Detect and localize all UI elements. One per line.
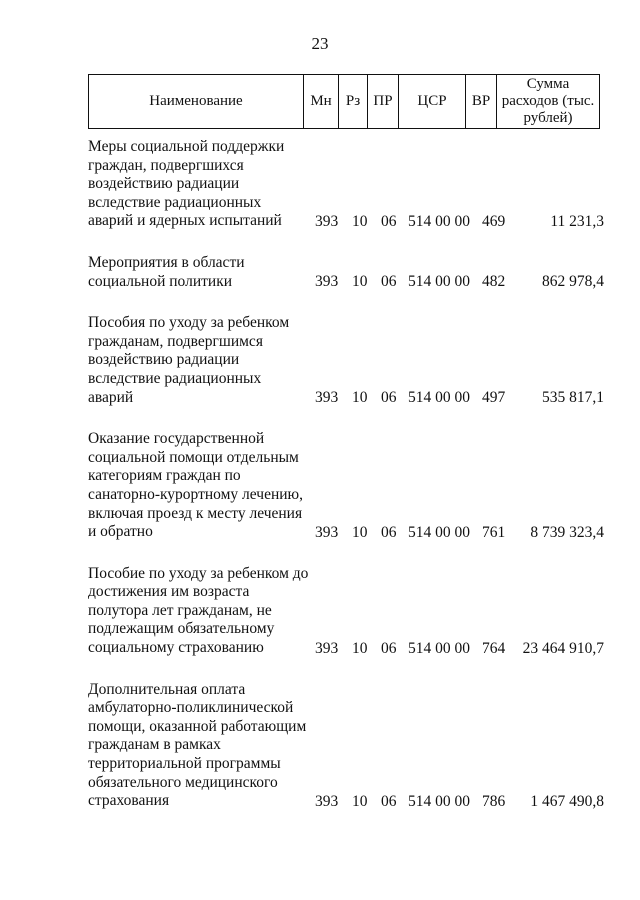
- table-row: [0, 565, 640, 658]
- row-vr: 761: [482, 523, 506, 541]
- row-amount: 23 464 910,7: [522, 639, 604, 657]
- row-csr: 514 00 00: [408, 639, 470, 657]
- table-row: [0, 254, 640, 291]
- header-mn: Мн: [304, 75, 339, 129]
- header-name: Наименование: [89, 75, 304, 129]
- row-name: Дополнительная оплата амбулаторно-поликлинической помощи, оказанной работающим гражданам в рамках территориальной программы обязательного медицинского страхования: [88, 680, 307, 810]
- row-pr: 06: [381, 273, 397, 291]
- row-rz: 10: [352, 792, 368, 810]
- table-row: [0, 430, 640, 542]
- header-vr: ВР: [466, 75, 497, 129]
- row-rz: 10: [352, 639, 368, 657]
- row-csr: 514 00 00: [408, 523, 470, 541]
- row-rz: 10: [352, 389, 368, 407]
- header-csr: ЦСР: [399, 75, 466, 129]
- row-amount: 1 467 490,8: [530, 792, 604, 810]
- row-name: Пособие по уходу за ребенком до достижения им возраста полутора лет гражданам, не подлежащим обязательному социальному страхованию: [88, 564, 309, 657]
- row-name: Пособия по уходу за ребенком гражданам, подвергшимся воздействию радиации вследствие радиационных аварий: [88, 314, 290, 406]
- header-rz: Рз: [339, 75, 368, 129]
- row-mn: 393: [315, 523, 339, 541]
- row-pr: 06: [381, 792, 397, 810]
- row-vr: 497: [482, 389, 506, 407]
- budget-rows: [0, 138, 640, 834]
- header-pr: ПР: [368, 75, 399, 129]
- row-pr: 06: [381, 523, 397, 541]
- row-csr: 514 00 00: [408, 212, 470, 230]
- table-row: [0, 138, 640, 231]
- row-amount: 862 978,4: [542, 273, 604, 291]
- table-header: [88, 74, 600, 129]
- row-name: Меры социальной поддержки граждан, подвергшихся воздействию радиации вследствие радиационных аварий и ядерных испытаний: [88, 138, 285, 230]
- row-mn: 393: [315, 389, 339, 407]
- row-vr: 764: [482, 639, 506, 657]
- row-vr: 786: [482, 792, 506, 810]
- page-number: 23: [311, 34, 329, 53]
- row-mn: 393: [315, 273, 339, 291]
- row-csr: 514 00 00: [408, 389, 470, 407]
- row-rz: 10: [352, 212, 368, 230]
- row-amount: 535 817,1: [542, 389, 604, 407]
- row-amount: 11 231,3: [550, 212, 604, 230]
- row-amount: 8 739 323,4: [530, 523, 604, 541]
- row-vr: 482: [482, 273, 506, 291]
- row-csr: 514 00 00: [408, 273, 470, 291]
- row-mn: 393: [315, 639, 339, 657]
- row-mn: 393: [315, 212, 339, 230]
- row-mn: 393: [315, 792, 339, 810]
- row-pr: 06: [381, 212, 397, 230]
- table-row: [0, 681, 640, 811]
- row-rz: 10: [352, 273, 368, 291]
- header-sum: Сумма расходов (тыс. рублей): [497, 75, 600, 129]
- row-pr: 06: [381, 389, 397, 407]
- row-vr: 469: [482, 212, 506, 230]
- row-csr: 514 00 00: [408, 792, 470, 810]
- table-row: [0, 314, 640, 407]
- row-pr: 06: [381, 639, 397, 657]
- row-rz: 10: [352, 523, 368, 541]
- row-name: Оказание государственной социальной помощи отдельным категориям граждан по санаторно-курортному лечению, включая проезд к месту лечения и обратно: [88, 430, 304, 541]
- row-name: Мероприятия в области социальной политики: [88, 253, 245, 290]
